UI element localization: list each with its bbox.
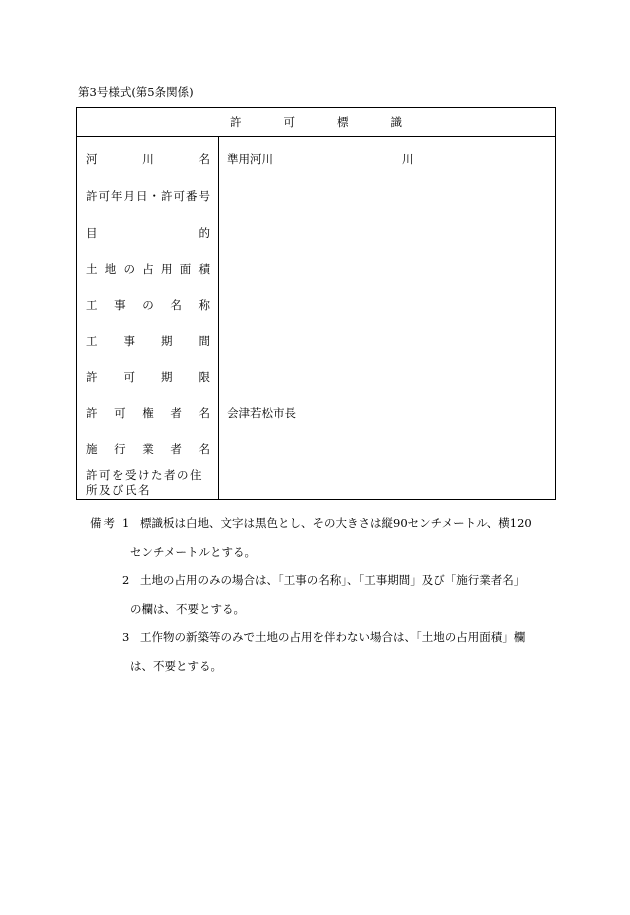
row-label-work-name: 工事の名称 (86, 298, 210, 312)
notes-heading: 備考 (90, 516, 117, 530)
note-text: 土地の占用のみの場合は、「工事の名称」、「工事期間」及び「施行業者名」 (140, 573, 526, 587)
row-label-permit-date-number: 許可年月日・許可番号 (86, 189, 210, 203)
row-value-authority-name: 会津若松市長 (227, 406, 296, 420)
row-label-purpose: 目的 (86, 226, 210, 240)
table-title: 許可標識 (77, 108, 555, 137)
note-number: 3 (122, 630, 130, 644)
row-label-work-period: 工事期間 (86, 334, 210, 348)
row-value-river-suffix: 川 (402, 152, 414, 166)
row-value-river-name: 準用河川 (227, 152, 273, 166)
note-text: 標識板は白地、文字は黒色とし、その大きさは縦90センチメートル、横120 (140, 516, 532, 530)
note-number: 1 (122, 516, 130, 530)
note-item-2 (122, 572, 525, 588)
permit-sign-table (76, 107, 556, 500)
form-label: 第3号様式(第5条関係) (78, 85, 194, 99)
note-text: 工作物の新築等のみで土地の占用を伴わない場合は、「土地の占用面積」欄 (140, 630, 526, 644)
note-item-3 (122, 629, 525, 645)
row-label-river-name: 河川名 (86, 152, 210, 166)
row-label-permittee-address-name: 許可を受けた者の住所及び氏名 (86, 468, 203, 497)
row-label-permit-deadline: 許可期限 (86, 370, 210, 384)
row-label-contractor-name: 施行業者名 (86, 442, 210, 456)
row-label-land-area: 土地の占用面積 (86, 262, 210, 276)
note-item-1-continued: センチメートルとする。 (130, 545, 257, 559)
note-item-3-continued: は、不要とする。 (130, 659, 222, 673)
note-number: 2 (122, 573, 130, 587)
row-label-authority-name: 許可権者名 (86, 406, 210, 420)
note-item-1 (122, 515, 532, 531)
note-item-2-continued: の欄は、不要とする。 (130, 602, 245, 616)
column-divider (218, 137, 219, 500)
